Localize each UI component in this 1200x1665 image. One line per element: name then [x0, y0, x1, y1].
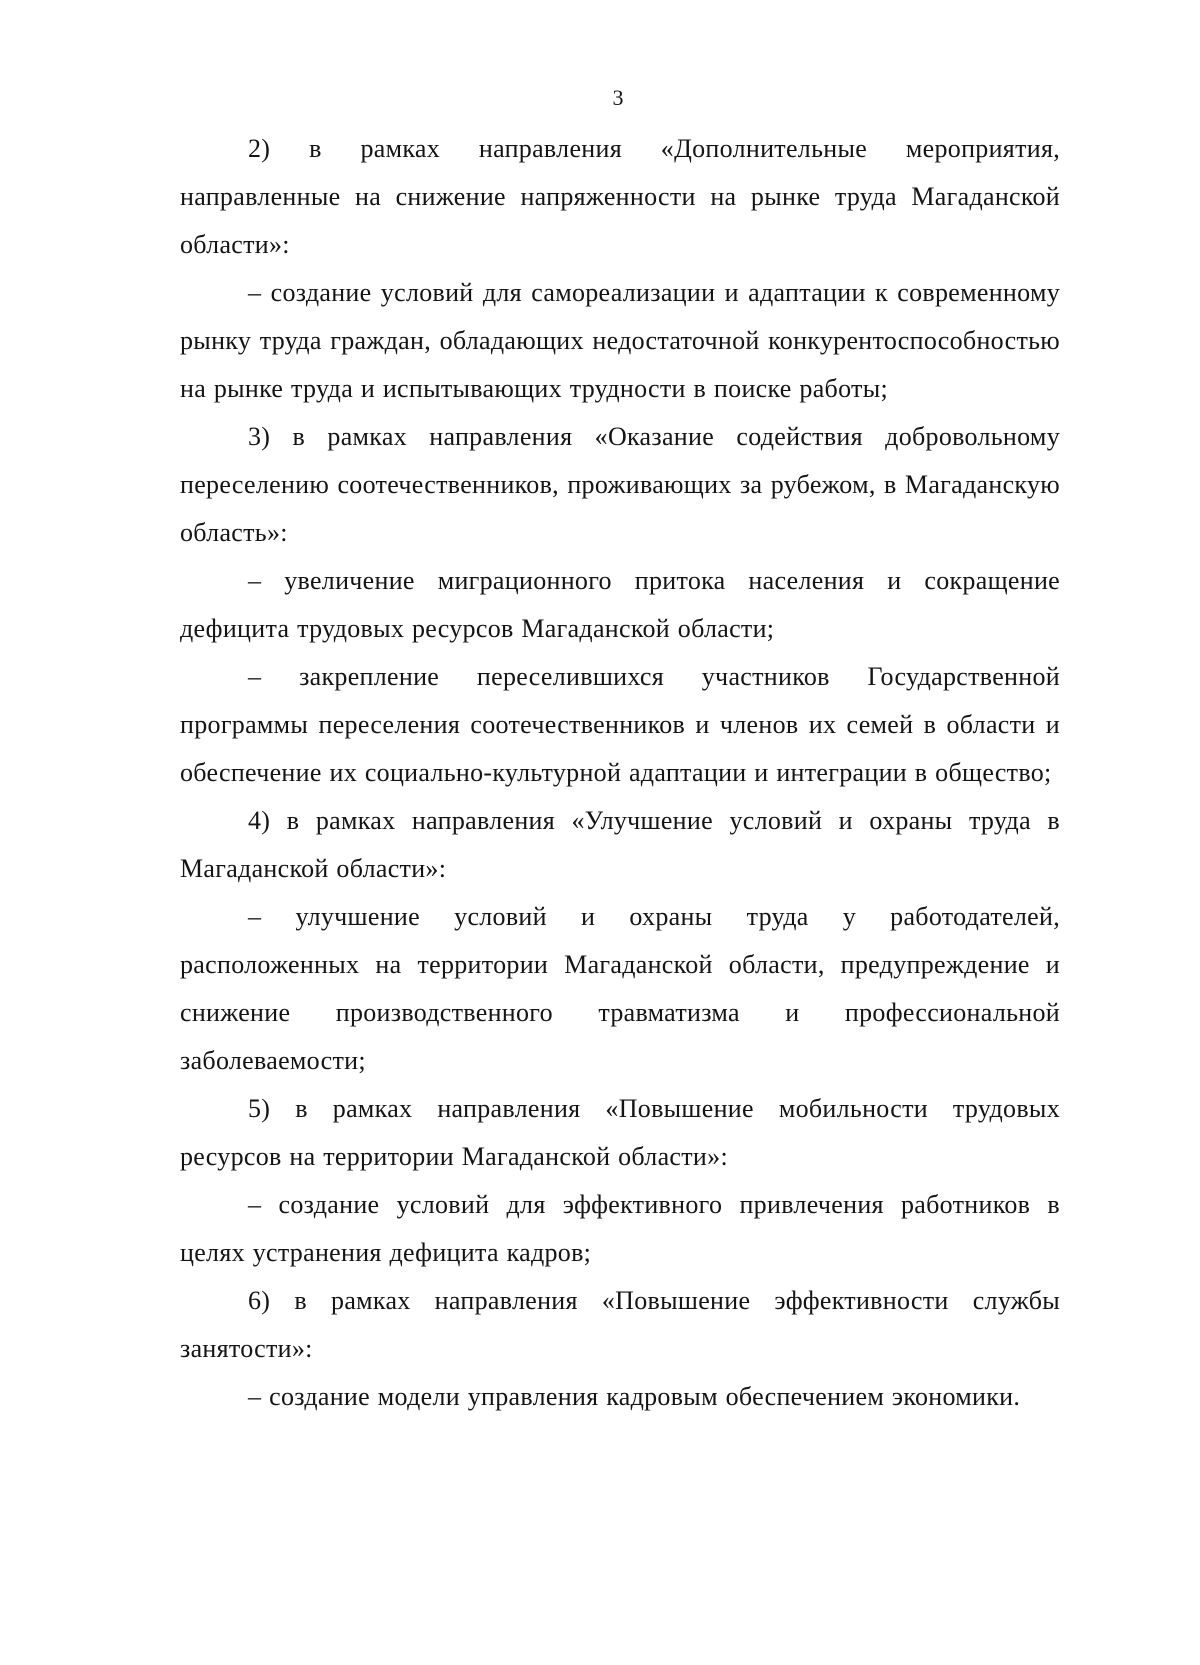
page-number: 3 [612, 85, 624, 110]
paragraph-item-4: 4) в рамках направления «Улучшение условий и охраны труда в Магаданской области»: [180, 806, 1060, 883]
document-body [180, 125, 1060, 1421]
paragraph-subitem: – создание условий для самореализации и адаптации к современному рынку труда граждан, обладающих недостаточной конкурентоспособностью на рынке труда и испытывающих трудности в поиске работы; [180, 278, 1060, 403]
paragraph-subitem: – создание модели управления кадровым обеспечением экономики. [248, 1382, 1021, 1411]
paragraph-subitem: – создание условий для эффективного привлечения работников в целях устранения дефицита кадров; [180, 1190, 1060, 1267]
paragraph-item-5: 5) в рамках направления «Повышение мобильности трудовых ресурсов на территории Магаданской области»: [180, 1094, 1060, 1171]
paragraph-item-3: 3) в рамках направления «Оказание содействия добровольному переселению соотечественников, проживающих за рубежом, в Магаданскую область»: [180, 422, 1060, 547]
paragraph-subitem: – закрепление переселившихся участников Государственной программы переселения соотечественников и членов их семей в области и обеспечение их социально-культурной адаптации и интеграции в общество; [180, 662, 1060, 787]
paragraph-subitem: – улучшение условий и охраны труда у работодателей, расположенных на территории Магаданской области, предупреждение и снижение производственного травматизма и профессиональной заболеваемости; [180, 902, 1060, 1075]
paragraph-subitem: – увеличение миграционного притока населения и сокращение дефицита трудовых ресурсов Магаданской области; [180, 566, 1060, 643]
paragraph-item-2: 2) в рамках направления «Дополнительные мероприятия, направленные на снижение напряженности на рынке труда Магаданской области»: [180, 134, 1060, 259]
paragraph-item-6: 6) в рамках направления «Повышение эффективности службы занятости»: [180, 1286, 1060, 1363]
